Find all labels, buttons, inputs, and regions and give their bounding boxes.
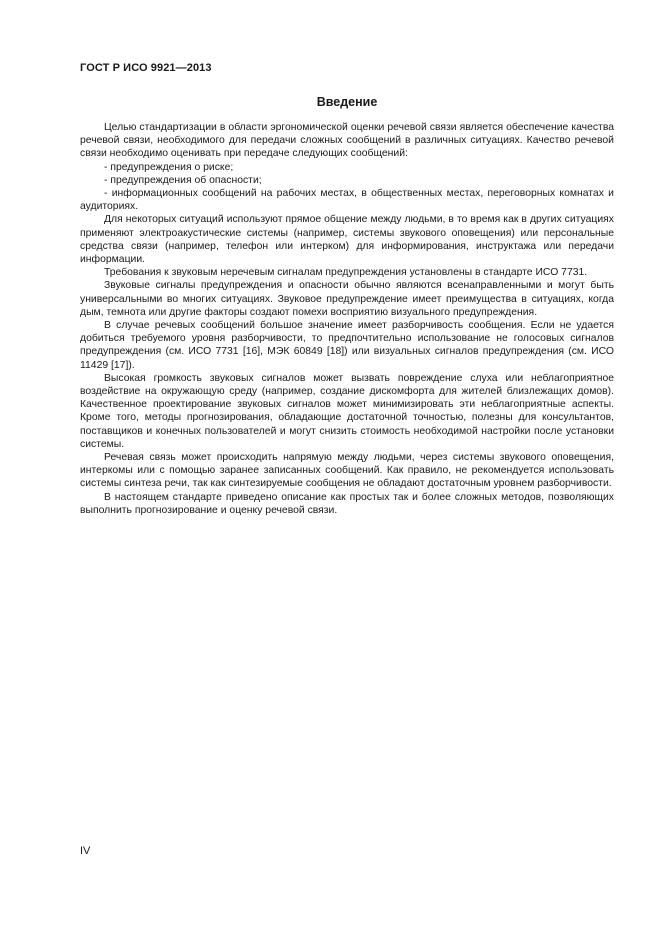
paragraph: Звуковые сигналы предупреждения и опасности обычно являются всенаправленными и могут быть универсальными во многих ситуациях. Звуковое предупреждение имеет преимущества в ситуациях, когда дым, темнота или другие факторы создают помехи восприятию визуального предупреждения. — [80, 280, 614, 318]
list-item: - информационных сообщений на рабочих местах, в общественных местах, переговорных комнатах и аудиториях. — [80, 188, 614, 213]
paragraph: Целью стандартизации в области эргономической оценки речевой связи является обеспечение качества речевой связи, необходимого для передачи сложных сообщений в различных ситуациях. Качество речевой связи необходимо оценивать при передаче следующих сообщений: — [80, 122, 614, 160]
list-item: - предупреждения о риске; — [104, 161, 234, 173]
section-body — [80, 121, 614, 517]
paragraph: В настоящем стандарте приведено описание как простых так и более сложных методов, позволяющих выполнить прогнозирование и оценку речевой связи. — [80, 491, 614, 516]
list-item: - предупреждения об опасности; — [104, 174, 262, 186]
paragraph: Высокая громкость звуковых сигналов может вызвать повреждение слуха или неблагоприятное воздействие на окружающую среду (например, создание дискомфорта для жителей близлежащих домов). Качественное проектирование звуковых сигналов может минимизировать эти неблагоприятные аспекты. Кроме того, методы прогнозирования, обладающие достаточной точностью, полезны для консультантов, поставщиков и конечных пользователей и могут снизить стоимость необходимой настройки после установки системы. — [80, 372, 614, 450]
paragraph: В случае речевых сообщений большое значение имеет разборчивость сообщения. Если не удается добиться требуемого уровня разборчивости, то предпочтительно использование не голосовых сигналов предупреждения (см. ИСО 7731 [16], МЭК 60849 [18]) или визуальных сигналов предупреждения (см. ИСО 11429 [17]). — [80, 320, 614, 371]
paragraph: Для некоторых ситуаций используют прямое общение между людьми, в то время как в других ситуациях применяют электроакустические системы (например, системы звукового оповещения) или персональные средства связи (например, телефон или интерком) для информирования, инструктажа или передачи информации. — [80, 214, 614, 266]
page-number: IV — [80, 845, 91, 857]
paragraph: Речевая связь может происходить напрямую между людьми, через системы звукового оповещения, интеркомы или с помощью заранее записанных сообщений. Как правило, не рекомендуется использовать системы синтеза речи, так как синтезируемые сообщения не обладают достаточным уровнем разборчивости. — [80, 452, 614, 490]
section-title: Введение — [316, 95, 378, 109]
paragraph: Требования к звуковым неречевым сигналам предупреждения установлены в стандарте ИСО 7731. — [104, 267, 588, 279]
document-code: ГОСТ Р ИСО 9921—2013 — [80, 62, 212, 74]
